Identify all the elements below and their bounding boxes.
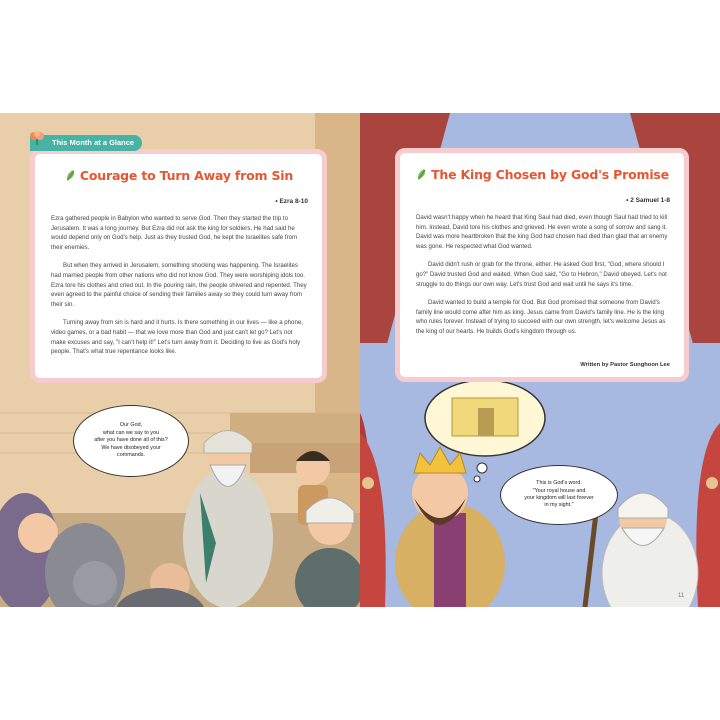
left-story-card — [30, 149, 327, 383]
section-tab: This Month at a Glance — [30, 135, 142, 151]
left-page-number: 10 — [32, 593, 39, 599]
leaf-icon — [64, 168, 78, 182]
left-story-title — [35, 168, 322, 183]
left-paragraph: Ezra gathered people in Babylon who wanted to serve God. Then they started the trip to Jerusalem. It was a long journey. But Ezra did not ask the king for soldiers. He had said he would depend only on God's help. Just as they trusted God, he kept the Israelites safe from their enemies. — [51, 215, 298, 251]
left-paragraph: Turning away from sin is hard and it hurts. Is there something in our lives — like a phone, video games, or a bad habit — that we love more than God and just can't let go? Let's not make excuses and say, "I can't help it!" Let's turn away from it. Deciding to live as God's holy people. That's what true repentance looks like. — [51, 319, 303, 356]
author-byline: Written by Pastor Sunghoon Lee — [580, 362, 670, 368]
left-paragraph: But when they arrived in Jerusalem, something shocking was happening. The Israelites had married people from other nations who did not know God. They were worshiping idols too. Ezra tore his clothes and cried out. In the pouring rain, the people shivered and repented. They even agreed to the painful choice of sending their families away so they could turn away from their sin. — [51, 262, 307, 308]
left-speech-bubble: Our God, what can we say to you after you have done all of this? We have disobeyed your commands. — [73, 405, 189, 477]
left-scripture-reference: • Ezra 8-10 — [275, 198, 308, 205]
right-paragraph: David wasn't happy when he heard that King Saul had died, even though Saul had tried to kill him. Instead, David tore his clothes and grieved. He even wrote a song of sorrow and sang it. David was more heartbroken that the king God had chosen had died than glad that an enemy was gone. He respected what God wanted. — [416, 214, 668, 250]
right-page-number: 11 — [678, 593, 685, 599]
flower-icon — [28, 131, 46, 145]
book-spread — [0, 113, 720, 607]
right-story-card — [395, 148, 689, 382]
right-paragraph: David wanted to build a temple for God. But God promised that someone from David's family line would come after him as king. Jesus came from David's family line. He is the king who rules forever. Instead of trying to succeed with our own strength, let's welcome Jesus as the king of our hearts. He builds God's kingdom through us. — [416, 299, 666, 335]
leaf-icon — [415, 167, 429, 181]
right-title-text: The King Chosen by God's Promise — [431, 167, 669, 182]
right-paragraph: David didn't rush or grab for the throne, either. He asked God first, "God, where should I go?" David trusted God and waited. When God said, "Go to Hebron," David obeyed. Let's not struggle to do things our own way. Let's trust God and wait until he says it's time. — [416, 261, 667, 288]
right-scripture-reference: • 2 Samuel 1-8 — [626, 197, 670, 204]
left-story-body — [51, 214, 308, 366]
right-story-title — [400, 167, 684, 182]
right-speech-bubble: This is God's word. "Your royal house and your kingdom will last forever in my sight." — [500, 465, 618, 525]
left-title-text: Courage to Turn Away from Sin — [79, 168, 294, 183]
right-story-body — [416, 213, 670, 346]
